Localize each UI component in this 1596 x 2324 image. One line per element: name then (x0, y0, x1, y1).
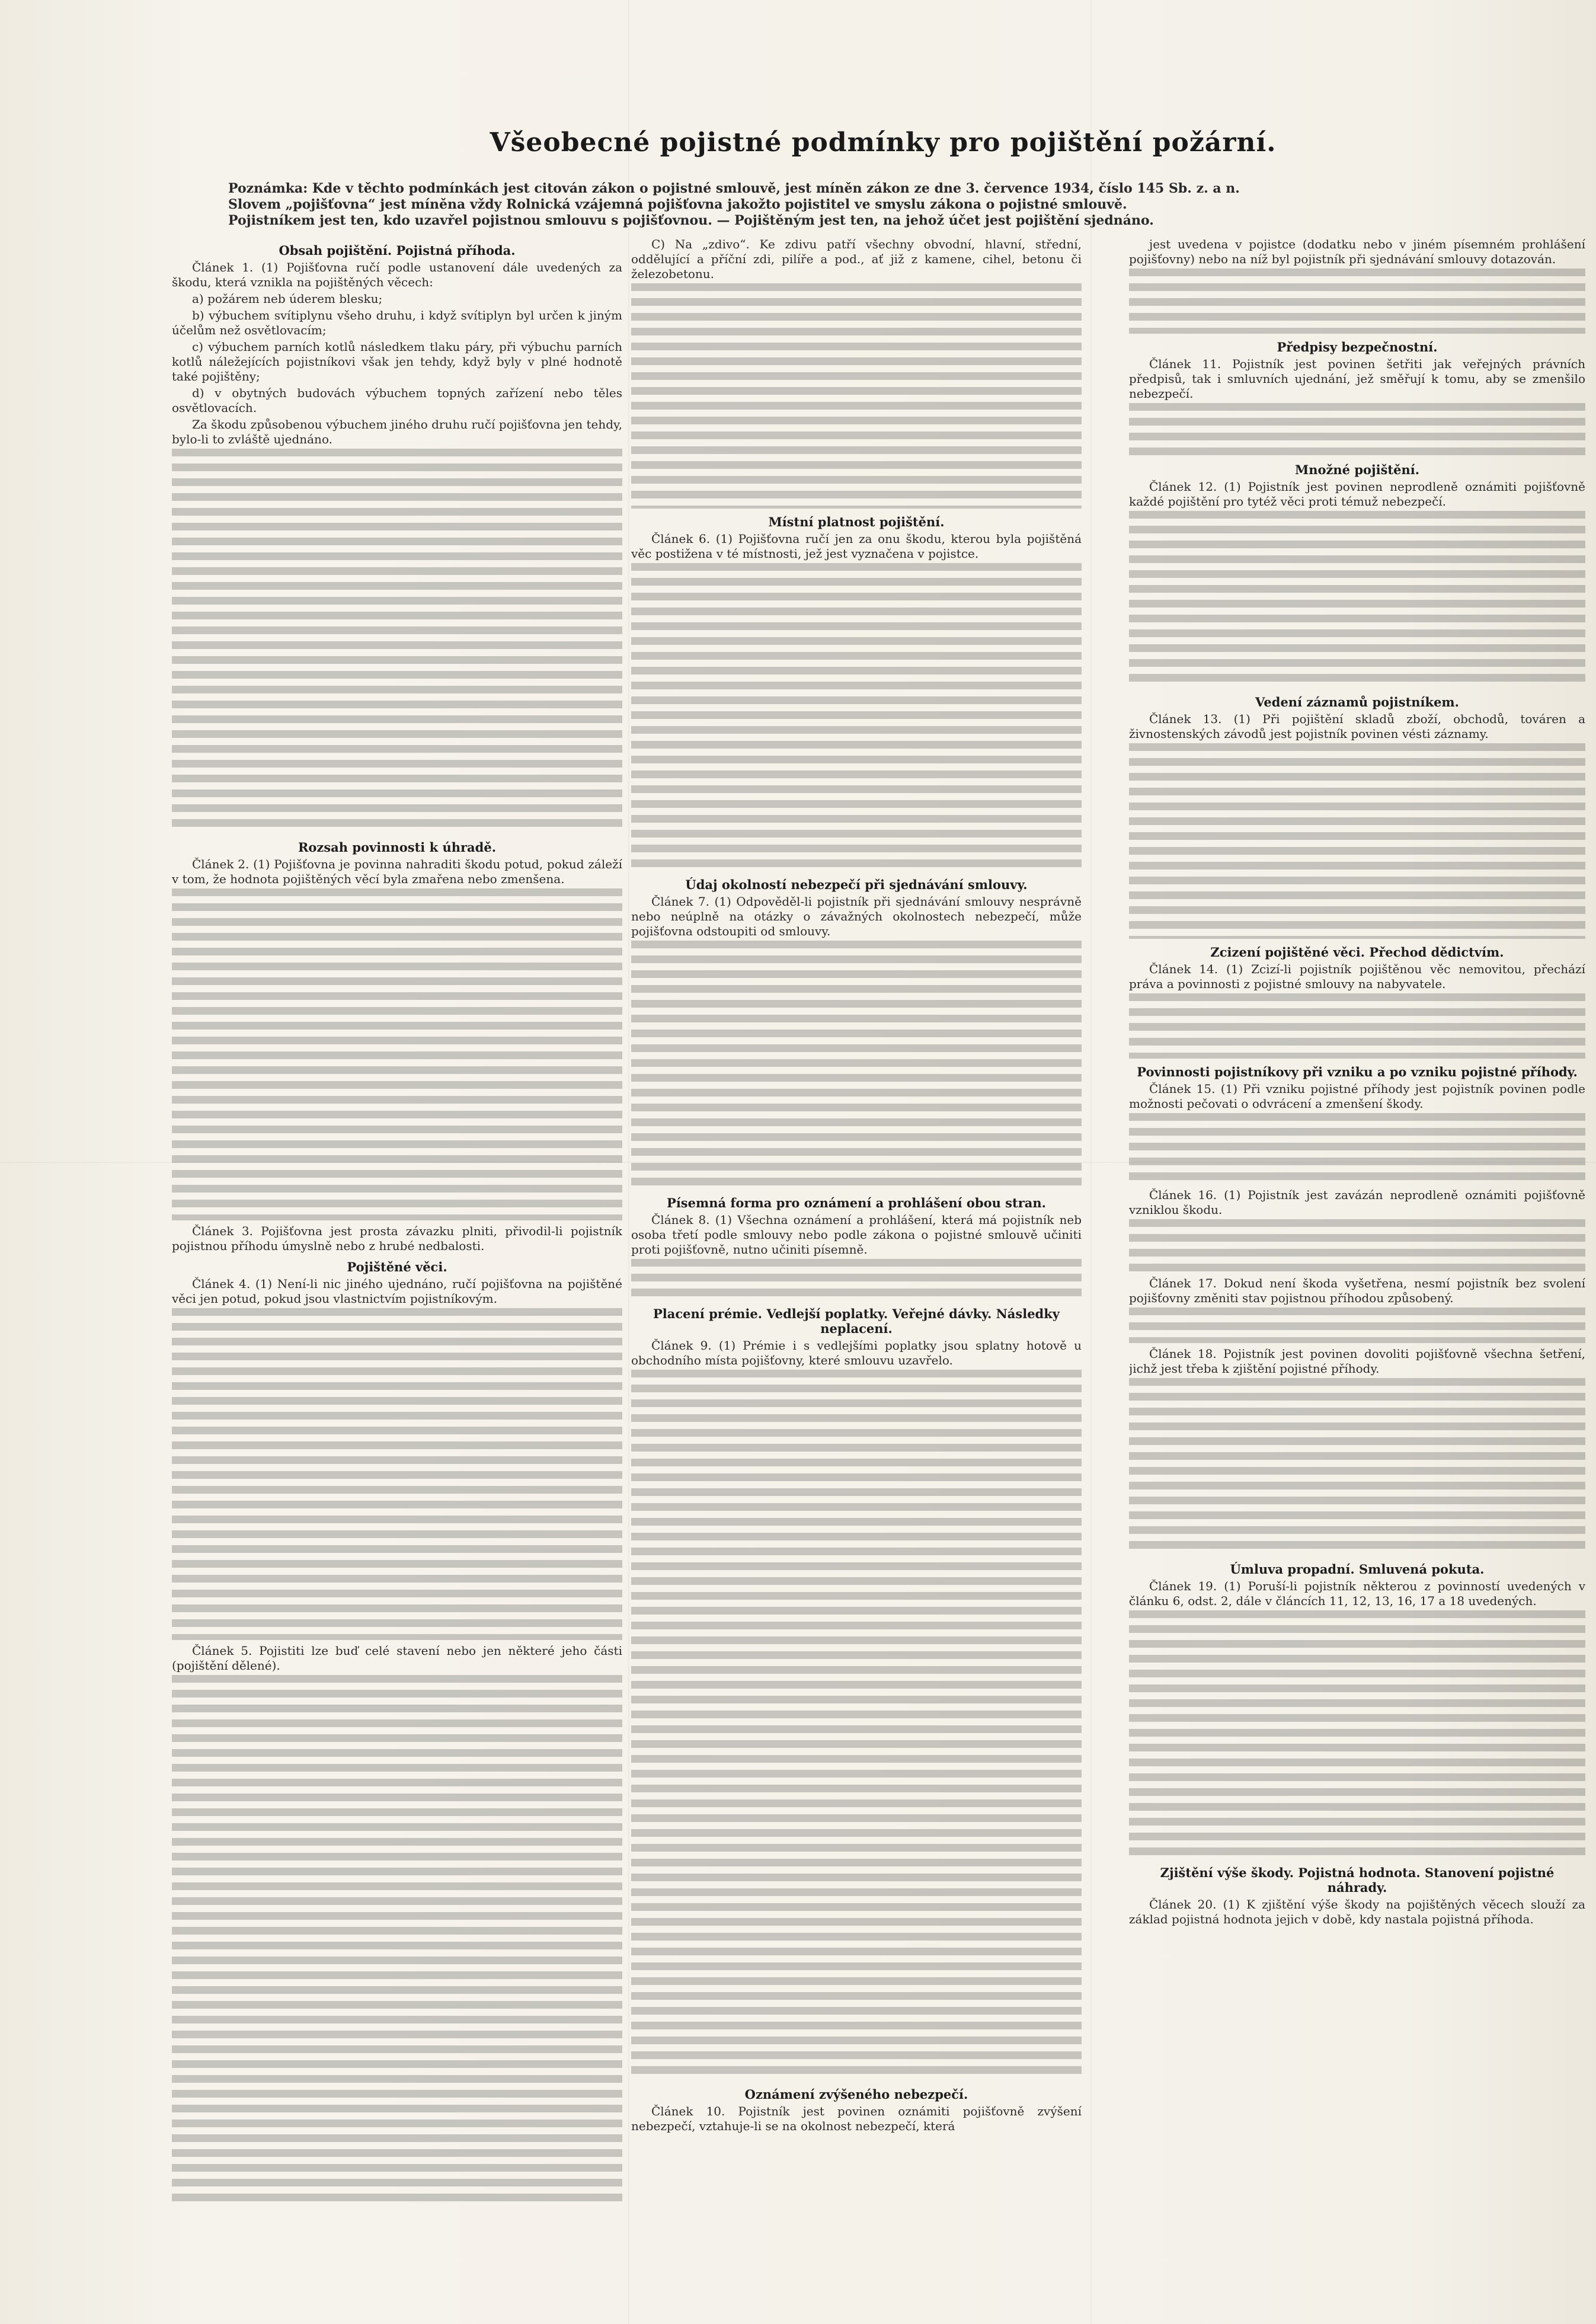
column-3 (1129, 237, 1585, 2288)
paragraph: Článek 7. (1) Odpověděl-li pojistník při sjednávání smlouvy nesprávně nebo neúplně na otázky o závažných okolnostech nebezpečí, může pojišťovna odstoupiti od smlouvy. (631, 894, 1082, 938)
paragraph: c) výbuchem parních kotlů následkem tlaku páry, při výbuchu parních kotlů náležejících pojistníkovi však jen tehdy, když byly v plné hodnotě také pojištěny; (172, 340, 622, 383)
section-heading: Písemná forma pro oznámení a prohlášení obou stran. (667, 1195, 1046, 1210)
paragraph: Článek 6. (1) Pojišťovna ručí jen za onu škodu, kterou byla pojištěná věc postižena v té místnosti, jež jest vyznačena v pojistce. (631, 532, 1082, 561)
paragraph: Článek 20. (1) K zjištění výše škody na pojištěných věcech slouží za základ pojistná hodnota jejich v době, kdy nastala pojistná příhoda. (1129, 1897, 1585, 1926)
paragraph: Článek 4. (1) Není-li nic jiného ujednáno, ručí pojišťovna na pojištěné věci jen potud, pokud jsou vlastnictvím pojistníkovým. (172, 1277, 622, 1306)
section-heading: Množné pojištění. (1294, 462, 1420, 477)
paragraph: Článek 16. (1) Pojistník jest zavázán neprodleně oznámiti pojišťovně vzniklou škodu. (1129, 1188, 1585, 1217)
section-heading: Údaj okolností nebezpečí při sjednávání smlouvy. (685, 877, 1028, 892)
column-2 (631, 237, 1082, 2288)
paragraph: Článek 1. (1) Pojišťovna ručí podle ustanovení dále uvedených za škodu, která vznikla na pojištěných věcech: (172, 260, 622, 289)
text-block (631, 563, 1082, 871)
text-block (1129, 1378, 1585, 1556)
text-block (1129, 1610, 1585, 1859)
paragraph: Článek 5. Pojistiti lze buď celé stavení nebo jen některé jeho části (pojištění dělené). (172, 1644, 622, 1673)
text-block (1129, 993, 1585, 1059)
text-block (631, 941, 1082, 1190)
text-block (1129, 268, 1585, 334)
section-heading: Vedení záznamů pojistníkem. (1255, 695, 1459, 709)
paragraph: a) požárem neb úderem blesku; (192, 292, 383, 306)
text-block (631, 1370, 1082, 2081)
paragraph: C) Na „zdivo“. Ke zdivu patří všechny obvodní, hlavní, střední, oddělující a příční zdi, pilíře a pod., ať již z kamene, cihel, betonu či železobetonu. (631, 237, 1082, 281)
text-block (631, 283, 1082, 509)
section-heading: Místní platnost pojištění. (768, 514, 945, 529)
paragraph: Za škodu způsobenou výbuchem jiného druhu ručí pojišťovna jen tehdy, bylo-li to zvláště ujednáno. (172, 417, 622, 446)
section-heading: Zcizení pojištěné věci. Přechod dědictvím. (1210, 945, 1504, 960)
section-heading: Oznámení zvýšeného nebezpečí. (744, 2087, 968, 2102)
text-block (1129, 511, 1585, 689)
paragraph: Článek 9. (1) Prémie i s vedlejšími poplatky jsou splatny hotově u obchodního místa pojišťovny, které smlouvu uzavřelo. (631, 1338, 1082, 1367)
paragraph: Článek 8. (1) Všechna oznámení a prohlášení, která má pojistník neb osoba třetí podle smlouvy nebo podle zákona o pojistné smlouvě učiniti proti pojišťovně, nutno učiniti písemně. (631, 1213, 1082, 1257)
section-heading: Rozsah povinnosti k úhradě. (298, 840, 497, 855)
paragraph: b) výbuchem svítiplynu všeho druhu, i když svítiplyn byl určen k jiným účelům než osvětlovacím; (172, 308, 622, 337)
paragraph: Článek 11. Pojistník jest povinen šetřiti jak veřejných právních předpisů, tak i smluvních ujednání, jež směřují k tomu, aby se zmenšilo nebezpečí. (1129, 357, 1585, 401)
text-block (1129, 403, 1585, 456)
paragraph: Článek 15. (1) Při vzniku pojistné příhody jest pojistník povinen podle možnosti pečovati o odvrácení a zmenšení škody. (1129, 1082, 1585, 1111)
text-block (172, 1675, 622, 2208)
section-heading: Předpisy bezpečnostní. (1277, 340, 1438, 354)
paragraph: d) v obytných budovách výbuchem topných zařízení nebo těles osvětlovacích. (172, 386, 622, 415)
section-heading: Placení prémie. Vedlejší poplatky. Veřejné dávky. Následky neplacení. (653, 1306, 1060, 1336)
section-heading: Povinnosti pojistníkovy při vzniku a po vzniku pojistné příhody. (1137, 1064, 1578, 1079)
paragraph: jest uvedena v pojistce (dodatku nebo v jiném písemném prohlášení pojišťovny) nebo na níž byl pojistník při sjednávání smlouvy dotazován. (1129, 237, 1585, 266)
note-block (228, 181, 1390, 229)
text-block (172, 449, 622, 834)
section-heading: Úmluva propadní. Smluvená pokuta. (1230, 1562, 1485, 1577)
note-line: Slovem „pojišťovna“ jest míněna vždy Rolnická vzájemná pojišťovna jakožto pojistitel ve smyslu zákona o pojistné smlouvě. (228, 197, 1127, 212)
section-heading: Zjištění výše škody. Pojistná hodnota. Stanovení pojistné náhrady. (1160, 1865, 1555, 1895)
paragraph: Článek 19. (1) Poruší-li pojistník některou z povinností uvedených v článku 6, odst. 2, dále v článcích 11, 12, 13, 16, 17 a 18 uvedených. (1129, 1579, 1585, 1608)
paragraph: Článek 13. (1) Při pojištění skladů zboží, obchodů, továren a živnostenských závodů jest pojistník povinen vésti záznamy. (1129, 712, 1585, 741)
text-block (172, 888, 622, 1220)
text-block (631, 1259, 1082, 1300)
text-block (172, 1308, 622, 1640)
paragraph: Článek 10. Pojistník jest povinen oznámiti pojišťovně zvýšení nebezpečí, vztahuje-li se na okolnost nebezpečí, která (631, 2104, 1082, 2133)
text-block (1129, 1219, 1585, 1273)
column-1 (172, 237, 622, 2288)
text-block (1129, 1308, 1585, 1343)
section-heading: Pojištěné věci. (347, 1260, 447, 1274)
document-title: Všeobecné pojistné podmínky pro pojištění požární. (490, 127, 1277, 158)
paragraph: Článek 2. (1) Pojišťovna je povinna nahraditi škodu potud, pokud záleží v tom, že hodnota pojištěných věcí byla zmařena nebo zmenšena. (172, 857, 622, 886)
paragraph: Článek 18. Pojistník jest povinen dovoliti pojišťovně všechna šetření, jichž jest třeba k zjištění pojistné příhody. (1129, 1347, 1585, 1376)
paragraph: Článek 3. Pojišťovna jest prosta závazku plniti, přivodil-li pojistník pojistnou příhodu úmyslně nebo z hrubé nedbalosti. (172, 1224, 622, 1253)
paragraph: Článek 14. (1) Zcizí-li pojistník pojištěnou věc nemovitou, přechází práva a povinnosti z pojistné smlouvy na nabyvatele. (1129, 962, 1585, 991)
note-line: Poznámka: Kde v těchto podmínkách jest citován zákon o pojistné smlouvě, jest míněn zákon ze dne 3. července 1934, číslo 145 Sb. z. a n. (228, 181, 1240, 196)
paragraph: Článek 12. (1) Pojistník jest povinen neprodleně oznámiti pojišťovně každé pojištění pro tytéž věci proti témuž nebezpečí. (1129, 479, 1585, 509)
paragraph: Článek 17. Dokud není škoda vyšetřena, nesmí pojistník bez svolení pojišťovny změniti stav pojistnou příhodou způsobený. (1129, 1276, 1585, 1305)
text-block (1129, 743, 1585, 939)
section-heading: Obsah pojištění. Pojistná příhoda. (279, 243, 516, 258)
note-line: Pojistníkem jest ten, kdo uzavřel pojistnou smlouvu s pojišťovnou. — Pojištěným jest ten, na jehož účet jest pojištění sjednáno. (228, 213, 1154, 228)
text-block (1129, 1113, 1585, 1184)
